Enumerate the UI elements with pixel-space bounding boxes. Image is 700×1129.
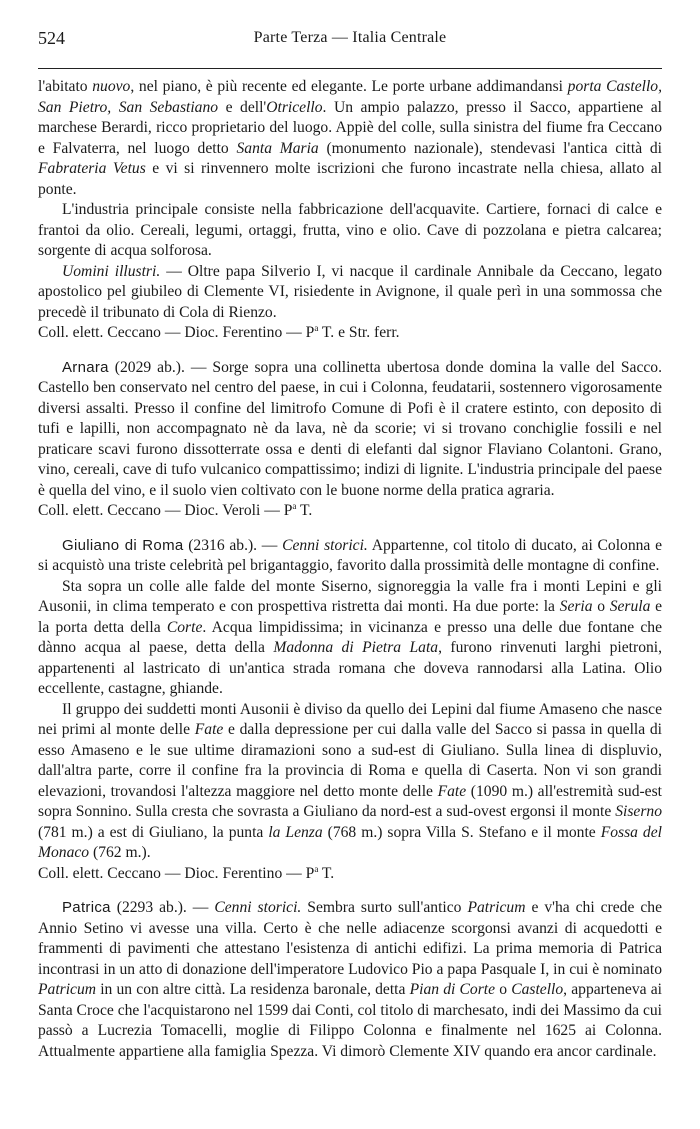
header-rule bbox=[38, 68, 662, 69]
text-italic: Fabrateria Vetus bbox=[38, 160, 146, 177]
text-italic: Otricello bbox=[266, 98, 323, 116]
text-italic: Uomini illustri. bbox=[62, 262, 161, 280]
text: (2316 ab.). — bbox=[183, 536, 283, 554]
electoral-note bbox=[38, 501, 662, 522]
text: Sembra surto sull'antico bbox=[301, 899, 468, 916]
text: e dalla depressione per cui dalla valle del Sacco si passa in quella di esso Amaseno e le sue ultime diramazioni sono a sud-est di Giuliano. Sulla linea di displuvio, dall'altra parte, corre il confine fra la provincia di Roma e quella di Caserta. Non vi son grandi elevazioni, trovandosi l'altezza maggiore nel detto monte delle bbox=[38, 721, 662, 800]
paragraph bbox=[38, 77, 662, 200]
text: (2293 ab.). — bbox=[110, 899, 215, 916]
running-title: Parte Terza — Italia Centrale bbox=[253, 29, 447, 46]
text-italic: Corte bbox=[166, 618, 203, 636]
entry-giuliano-di-roma bbox=[38, 536, 662, 885]
text: , furono rinvenuti larghi pietroni, appartenenti al lastricato di un'antica strada romana che doveva rannodarsi alla Latina. Olio eccellente, castagne, ghiande. bbox=[38, 639, 663, 697]
text: Coll. elett. Ceccano — Dioc. Ferentino — P bbox=[38, 864, 315, 882]
text: o bbox=[495, 981, 512, 998]
text-italic: Fossa del Monaco bbox=[38, 823, 662, 861]
superscript: a bbox=[292, 500, 297, 511]
text-italic: Siserno bbox=[615, 803, 662, 820]
entry-title: Giuliano di Roma bbox=[62, 536, 184, 554]
text: (2029 ab.). — Sorge sopra una collinetta ubertosa donde domina la valle del Sacco. Castello ben conservato nel centro del paese, in cui i Colonna, feudatarii, sostennero vigorosamente diversi assalti. Presso il confine del limitrofo Comune di Pofi è il cratere estinto, con deposito di tufi e lapilli, non accompagnato nè da lava, nè da scorie; vi si trovano conchiglie fossili e nel praticare scavi furono dissotterrate ossa e denti di elefanti dal signor Flaviano Colantoni. Grano, vino, cereali, cave di tufo vulcanico compattissimo; indizi di lignite. L'industria principale del paese è quella del vino, e il suolo vien coltivato con le buone norme della pratica agraria. bbox=[38, 358, 662, 499]
text: — Oltre papa Silverio I, vi nacque il cardinale Annibale da Ceccano, legato apostolico pel giubileo di Clemente VI, risiedente in Avignone, il quale perì in una sommossa che precedè il tribunato di Cola di Rienzo. bbox=[38, 262, 662, 321]
text: l'abitato bbox=[38, 78, 93, 95]
electoral-note bbox=[38, 323, 662, 344]
text: e vi si rinvennero molte iscrizioni che furono incastrate nella chiesa, allato al ponte. bbox=[38, 160, 662, 198]
text-italic: Cenni storici. bbox=[282, 536, 368, 554]
text: Coll. elett. Ceccano — Dioc. Ferentino — P bbox=[38, 324, 315, 341]
text: e dell' bbox=[218, 98, 267, 116]
text: Il gruppo dei suddetti monti Ausonii è diviso da quello dei Lepini dal fiume Amaseno che nasce nei primi al monte delle bbox=[38, 700, 662, 738]
electoral-note bbox=[38, 864, 662, 885]
paragraph bbox=[38, 358, 662, 502]
entry-ceccano-continuation bbox=[38, 77, 662, 344]
text: (781 m.) a est di Giuliano, la punta bbox=[38, 823, 269, 841]
paragraph bbox=[38, 700, 662, 864]
text: T. e Str. ferr. bbox=[318, 324, 400, 341]
text: (768 m.) sopra Villa S. Stefano e il monte bbox=[322, 823, 601, 841]
text-italic: Patricum bbox=[467, 899, 526, 916]
paragraph bbox=[38, 262, 662, 324]
paragraph bbox=[38, 536, 662, 577]
page-number: 524 bbox=[38, 28, 65, 48]
text: , apparteneva ai Santa Croce che l'acquistarono nel 1599 dai Conti, col titolo di marchesato, indi dei Massimo da cui passò a Lucrezia Tomacelli, moglie di Filippo Colonna e finalmente nel 1625 ai Colonna. Attualmente appartiene alla famiglia Spezza. Vi dimorò Clemente XIV quando era ancor cardinale. bbox=[38, 981, 662, 1060]
text: Sta sopra un colle alle falde del monte Siserno, signoreggia la valle fra i monti Lepini e gli Ausonii, in clima temperato e con prospettiva ristretta dai monti. Ha due porte: la bbox=[38, 577, 662, 615]
text: (762 m.). bbox=[89, 844, 151, 861]
text-italic: Seria bbox=[559, 598, 593, 615]
text-italic: nuovo bbox=[92, 78, 131, 95]
text: . Un ampio palazzo, presso il Sacco, appartiene al marchese Berardi, ricco proprietario del luogo. Appiè del colle, sulla sinistra del fiume fra Ceccano e Falvaterra, nel luogo detto bbox=[38, 98, 662, 157]
text-italic: Fate bbox=[437, 782, 467, 800]
text: Coll. elett. Ceccano — Dioc. Veroli — P bbox=[38, 502, 293, 519]
text-italic: Pian di Corte bbox=[409, 981, 496, 998]
text: (1090 m.) all'estremità sud-est sopra Sonnino. Sulla cresta che sovrasta a Giuliano da nord-est a sud-ovest ergonsi il monte bbox=[38, 782, 663, 820]
entry-title: Arnara bbox=[62, 358, 109, 376]
paragraph bbox=[38, 577, 662, 700]
text-italic: Serula bbox=[609, 598, 651, 615]
text: T. bbox=[318, 864, 335, 882]
text-italic: Patricum bbox=[38, 981, 97, 998]
text-italic: Madonna di Pietra Lata bbox=[273, 639, 439, 656]
superscript: a bbox=[314, 863, 319, 874]
paragraph: L'industria principale consiste nella fabbricazione dell'acquavite. Cartiere, fornaci di calce e frantoi da olio. Cereali, legumi, ortaggi, frutta, vino e olio. Cave di pozzolana e pietra calcarea; sorgente di acqua solforosa. bbox=[38, 201, 662, 259]
text-italic: porta Castello, San Pietro, San Sebastiano bbox=[38, 78, 662, 116]
text: (monumento nazionale), stendevasi l'antica città di bbox=[318, 139, 662, 157]
text-italic: Cenni storici. bbox=[214, 899, 302, 916]
text-italic: Castello bbox=[511, 981, 564, 998]
text-italic: Santa Maria bbox=[236, 139, 319, 157]
paragraph bbox=[38, 898, 662, 1062]
text: e v'ha chi crede che Annio Setino vi avesse una villa. Certo è che nelle adiacenze scorgonsi avanzi di acquedotti e frammenti di pavimenti che attestano l'esistenza di antichi edifizi. La prima memoria di Patrica incontrasi in un atto di donazione dell'imperatore Ludovico Pio a papa Pasquale I, in cui è nominato bbox=[38, 899, 662, 978]
text: in un con altre città. La residenza baronale, detta bbox=[96, 981, 410, 998]
superscript: a bbox=[314, 322, 319, 333]
page-header bbox=[38, 28, 662, 52]
entry-title: Patrica bbox=[62, 899, 111, 916]
text: . Acqua limpidissima; in vicinanza e presso una delle due fontane che dànno acqua al paese, detta della bbox=[38, 618, 662, 656]
entry-patrica bbox=[38, 898, 662, 1062]
text: Appartenne, col titolo di ducato, ai Colonna e si acquistò una triste celebrità pel brigantaggio, favorito dalla prossimità delle montagne di confine. bbox=[38, 536, 662, 574]
text: e la porta detta della bbox=[38, 598, 662, 636]
text: T. bbox=[296, 502, 313, 519]
text: o bbox=[592, 598, 610, 615]
text: , nel piano, è più recente ed elegante. Le porte urbane addimandansi bbox=[130, 78, 568, 95]
entry-arnara bbox=[38, 358, 662, 522]
text-italic: la Lenza bbox=[268, 823, 323, 841]
text-italic: Fate bbox=[194, 721, 224, 738]
